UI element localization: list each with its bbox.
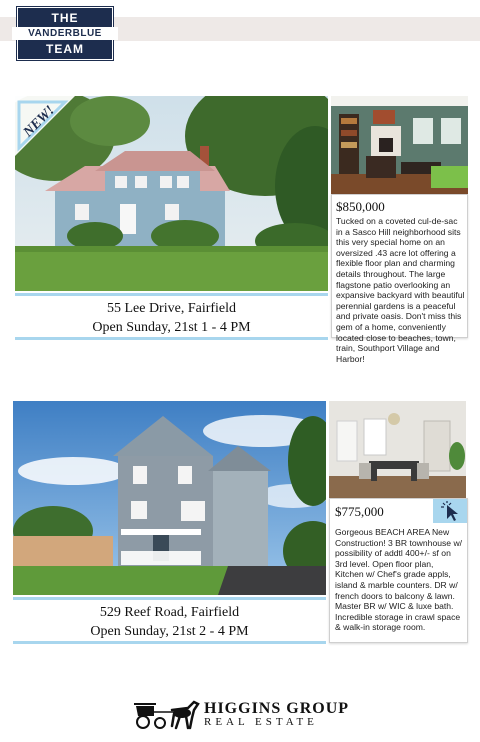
listing2-divider-top <box>13 597 326 600</box>
listing2-interior-photo[interactable] <box>329 401 466 498</box>
click-cursor-icon <box>433 499 467 523</box>
listing1-exterior-photo[interactable] <box>15 96 328 291</box>
listing1-description: Tucked on a coveted cul-de-sac in a Sasco Hill neighborhood sits this very special home on an oversized .43 acre lot offering a flexible floor plan and charming details throughout. The large flagstone patio overlooking an expansive backyard with beautiful perennial gardens is a peaceful and private oasis. Don't miss this gem of a home, conveniently located close to beaches, town, train, Southport Village and Harbor! <box>336 216 465 364</box>
listing1-divider-top <box>15 293 328 296</box>
listing2-address: 529 Reef Road, Fairfield <box>99 605 240 620</box>
listing1-interior-photo[interactable] <box>331 96 468 194</box>
listing1-divider-bottom <box>15 337 328 340</box>
listing1-price: $850,000 <box>336 199 385 214</box>
brand-subtitle: REAL ESTATE <box>204 716 318 728</box>
horse-carriage-icon <box>134 698 200 730</box>
vanderblue-team-logo[interactable] <box>17 7 113 60</box>
logo-line-1: THE <box>51 11 79 25</box>
logo-line-2: VANDERBLUE <box>12 27 118 40</box>
brand-name: HIGGINS GROUP <box>204 700 350 717</box>
listing2-exterior-photo[interactable] <box>13 401 326 595</box>
logo-line-3: TEAM <box>46 42 84 56</box>
listing1-address: 55 Lee Drive, Fairfield <box>106 301 237 316</box>
listing1-open-house: Open Sunday, 21st 1 - 4 PM <box>92 320 251 335</box>
listing2-info-card <box>329 498 468 643</box>
new-badge-icon: NEW! <box>20 103 58 141</box>
listing2-price: $775,000 <box>335 504 384 519</box>
listing1-info-card <box>331 194 468 364</box>
listing2-description: Gorgeous BEACH AREA New Construction! 3 BR townhouse w/ possibility of addtl 400+/- sf on 3rd level. Open floor plan, Kitchen w/ Chef's grade appls, island & marble counters. DR w/ french doors to balcony & lawn. Master BR w/ WIC & luxe bath. Incredible storage in crawl space & walk-in storage room. <box>335 527 463 633</box>
listing2-divider-bottom <box>13 641 326 644</box>
listing2-open-house: Open Sunday, 21st 2 - 4 PM <box>90 624 249 639</box>
